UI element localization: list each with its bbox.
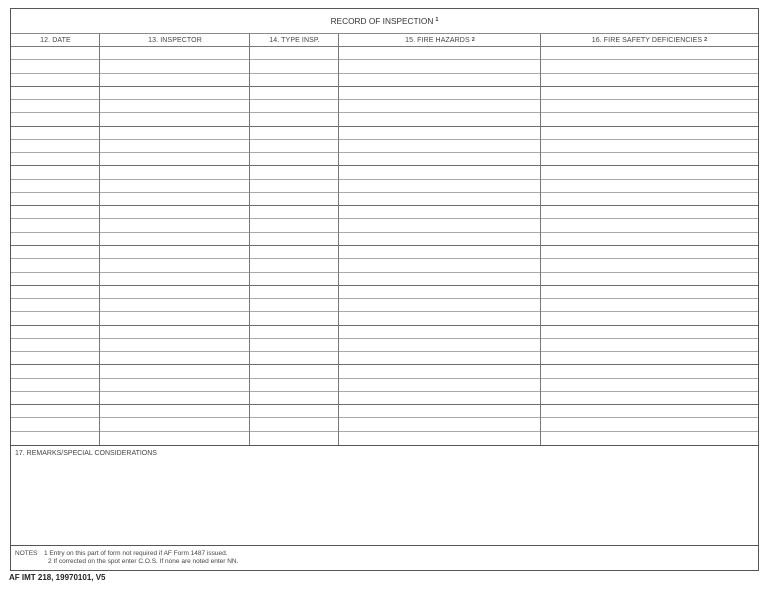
note-2: 2 If corrected on the spot enter C.O.S. If none are noted enter NN. [48,558,239,565]
column-header-fire-safety-deficiencies-label: 16. FIRE SAFETY DEFICIENCIES [591,37,703,44]
table-row [11,365,758,378]
cell-fire-hazards[interactable] [339,432,541,445]
table-row [11,113,758,126]
table-row [11,326,758,339]
cell-fire-hazards[interactable] [339,87,541,99]
column-header-type-insp [250,34,339,47]
form-title [11,9,758,34]
cell-fire-safety-deficiencies[interactable] [541,339,758,351]
cell-inspector[interactable] [100,246,250,258]
cell-date[interactable] [11,233,100,245]
cell-date[interactable] [11,193,100,205]
cell-inspector[interactable] [100,432,250,445]
cell-inspector[interactable] [100,326,250,338]
column-header-fire-hazards [339,34,541,47]
cell-fire-hazards[interactable] [339,206,541,218]
cell-inspector[interactable] [100,339,250,351]
table-row [11,47,758,60]
column-divider [99,34,100,445]
table-row [11,219,758,232]
remarks-label: 17. REMARKS/SPECIAL CONSIDERATIONS [15,450,157,457]
cell-type-insp[interactable] [250,379,339,391]
cell-date[interactable] [11,100,100,112]
column-header-type-insp-label: 14. TYPE INSP. [269,37,320,44]
cell-fire-hazards[interactable] [339,60,541,72]
table-row [11,339,758,352]
cell-date[interactable] [11,127,100,139]
table-row [11,392,758,405]
cell-fire-hazards[interactable] [339,74,541,86]
title-footnote-marker: 1 [435,17,439,23]
cell-date[interactable] [11,153,100,165]
cell-type-insp[interactable] [250,100,339,112]
table-row [11,259,758,272]
cell-type-insp[interactable] [250,392,339,404]
cell-type-insp[interactable] [250,47,339,59]
cell-type-insp[interactable] [250,352,339,364]
cell-fire-hazards[interactable] [339,153,541,165]
cell-fire-safety-deficiencies[interactable] [541,352,758,364]
cell-fire-hazards[interactable] [339,113,541,125]
table-row [11,405,758,418]
column-header-date-label: 12. DATE [40,37,71,44]
cell-fire-safety-deficiencies[interactable] [541,286,758,298]
cell-date[interactable] [11,312,100,324]
cell-date[interactable] [11,219,100,231]
cell-date[interactable] [11,166,100,178]
cell-date[interactable] [11,87,100,99]
cell-fire-hazards[interactable] [339,259,541,271]
table-row [11,286,758,299]
cell-inspector[interactable] [100,113,250,125]
column-header-fire-hazards-label: 15. FIRE HAZARDS [405,37,470,44]
cell-fire-hazards[interactable] [339,193,541,205]
cell-type-insp[interactable] [250,193,339,205]
cell-inspector[interactable] [100,365,250,377]
cell-fire-safety-deficiencies[interactable] [541,259,758,271]
cell-inspector[interactable] [100,166,250,178]
table-row [11,100,758,113]
table-row [11,432,758,445]
cell-fire-safety-deficiencies[interactable] [541,60,758,72]
cell-inspector[interactable] [100,259,250,271]
cell-fire-hazards[interactable] [339,286,541,298]
cell-fire-safety-deficiencies[interactable] [541,113,758,125]
table-row [11,273,758,286]
cell-fire-hazards[interactable] [339,418,541,430]
cell-inspector[interactable] [100,352,250,364]
cell-fire-safety-deficiencies[interactable] [541,392,758,404]
cell-fire-safety-deficiencies[interactable] [541,219,758,231]
cell-fire-safety-deficiencies[interactable] [541,127,758,139]
cell-type-insp[interactable] [250,312,339,324]
table-row [11,60,758,73]
cell-type-insp[interactable] [250,153,339,165]
table-row [11,166,758,179]
cell-date[interactable] [11,74,100,86]
cell-date[interactable] [11,246,100,258]
cell-fire-safety-deficiencies[interactable] [541,379,758,391]
cell-fire-hazards[interactable] [339,100,541,112]
cell-inspector[interactable] [100,312,250,324]
cell-fire-safety-deficiencies[interactable] [541,246,758,258]
cell-type-insp[interactable] [250,87,339,99]
cell-inspector[interactable] [100,418,250,430]
cell-type-insp[interactable] [250,365,339,377]
cell-fire-safety-deficiencies[interactable] [541,140,758,152]
note-1: 1 Entry on this part of form not required if AF Form 1487 issued. [44,550,228,557]
table-row [11,418,758,431]
cell-type-insp[interactable] [250,113,339,125]
form-title-text: RECORD OF INSPECTION [330,16,434,26]
cell-fire-hazards[interactable] [339,392,541,404]
cell-fire-safety-deficiencies[interactable] [541,312,758,324]
cell-type-insp[interactable] [250,60,339,72]
cell-type-insp[interactable] [250,326,339,338]
column-header-fire-safety-deficiencies [541,34,758,47]
cell-fire-hazards[interactable] [339,326,541,338]
cell-inspector[interactable] [100,219,250,231]
cell-inspector[interactable] [100,87,250,99]
cell-date[interactable] [11,286,100,298]
cell-inspector[interactable] [100,74,250,86]
notes-label: NOTES [15,550,38,557]
cell-fire-safety-deficiencies[interactable] [541,326,758,338]
cell-fire-safety-deficiencies[interactable] [541,233,758,245]
cell-type-insp[interactable] [250,206,339,218]
table-row [11,352,758,365]
table-row [11,246,758,259]
cell-inspector[interactable] [100,100,250,112]
cell-fire-hazards[interactable] [339,246,541,258]
cell-type-insp[interactable] [250,259,339,271]
cell-type-insp[interactable] [250,180,339,192]
cell-inspector[interactable] [100,392,250,404]
cell-inspector[interactable] [100,405,250,417]
table-body [11,47,758,445]
cell-type-insp[interactable] [250,405,339,417]
cell-date[interactable] [11,379,100,391]
cell-fire-hazards[interactable] [339,339,541,351]
table-header-row [11,34,758,47]
cell-date[interactable] [11,299,100,311]
cell-inspector[interactable] [100,180,250,192]
column-header-inspector [100,34,250,47]
cell-date[interactable] [11,259,100,271]
cell-date[interactable] [11,113,100,125]
cell-type-insp[interactable] [250,140,339,152]
cell-fire-hazards[interactable] [339,219,541,231]
remarks-section[interactable] [11,445,758,545]
cell-date[interactable] [11,392,100,404]
table-row [11,299,758,312]
cell-fire-hazards[interactable] [339,47,541,59]
cell-inspector[interactable] [100,47,250,59]
cell-inspector[interactable] [100,193,250,205]
table-row [11,153,758,166]
cell-fire-safety-deficiencies[interactable] [541,193,758,205]
cell-date[interactable] [11,365,100,377]
cell-date[interactable] [11,140,100,152]
cell-fire-hazards[interactable] [339,233,541,245]
cell-fire-hazards[interactable] [339,180,541,192]
cell-fire-hazards[interactable] [339,140,541,152]
cell-type-insp[interactable] [250,339,339,351]
cell-fire-hazards[interactable] [339,379,541,391]
cell-inspector[interactable] [100,273,250,285]
cell-fire-safety-deficiencies[interactable] [541,180,758,192]
column-header-inspector-label: 13. INSPECTOR [148,37,202,44]
footnote-marker: 2 [471,36,475,43]
cell-date[interactable] [11,432,100,445]
column-header-date [11,34,100,47]
cell-type-insp[interactable] [250,273,339,285]
cell-fire-hazards[interactable] [339,299,541,311]
cell-type-insp[interactable] [250,166,339,178]
cell-type-insp[interactable] [250,286,339,298]
cell-inspector[interactable] [100,153,250,165]
record-of-inspection-form [10,8,759,571]
cell-type-insp[interactable] [250,233,339,245]
table-row [11,206,758,219]
cell-fire-safety-deficiencies[interactable] [541,418,758,430]
cell-date[interactable] [11,273,100,285]
cell-date[interactable] [11,326,100,338]
table-row [11,193,758,206]
cell-type-insp[interactable] [250,432,339,445]
cell-fire-hazards[interactable] [339,273,541,285]
cell-type-insp[interactable] [250,127,339,139]
cell-fire-safety-deficiencies[interactable] [541,273,758,285]
cell-date[interactable] [11,47,100,59]
column-divider [249,34,250,445]
notes-section [11,545,758,571]
cell-inspector[interactable] [100,379,250,391]
table-row [11,87,758,100]
cell-fire-safety-deficiencies[interactable] [541,153,758,165]
cell-inspector[interactable] [100,60,250,72]
cell-fire-hazards[interactable] [339,365,541,377]
cell-fire-hazards[interactable] [339,405,541,417]
cell-fire-safety-deficiencies[interactable] [541,87,758,99]
column-divider [338,34,339,445]
form-identifier: AF IMT 218, 19970101, V5 [9,573,106,582]
cell-type-insp[interactable] [250,418,339,430]
cell-date[interactable] [11,60,100,72]
cell-fire-safety-deficiencies[interactable] [541,299,758,311]
cell-date[interactable] [11,405,100,417]
cell-fire-safety-deficiencies[interactable] [541,432,758,445]
table-row [11,233,758,246]
cell-fire-safety-deficiencies[interactable] [541,166,758,178]
cell-fire-hazards[interactable] [339,312,541,324]
cell-fire-safety-deficiencies[interactable] [541,206,758,218]
cell-date[interactable] [11,352,100,364]
table-row [11,127,758,140]
footnote-marker: 2 [704,36,708,43]
cell-fire-safety-deficiencies[interactable] [541,405,758,417]
cell-date[interactable] [11,206,100,218]
cell-fire-safety-deficiencies[interactable] [541,47,758,59]
cell-inspector[interactable] [100,233,250,245]
cell-fire-hazards[interactable] [339,127,541,139]
cell-fire-hazards[interactable] [339,352,541,364]
column-divider [540,34,541,445]
cell-type-insp[interactable] [250,246,339,258]
table-row [11,180,758,193]
cell-inspector[interactable] [100,286,250,298]
table-row [11,140,758,153]
table-row [11,379,758,392]
cell-fire-safety-deficiencies[interactable] [541,365,758,377]
cell-inspector[interactable] [100,206,250,218]
cell-inspector[interactable] [100,127,250,139]
table-row [11,74,758,87]
cell-fire-safety-deficiencies[interactable] [541,100,758,112]
cell-inspector[interactable] [100,140,250,152]
cell-fire-safety-deficiencies[interactable] [541,74,758,86]
cell-type-insp[interactable] [250,219,339,231]
cell-date[interactable] [11,339,100,351]
cell-inspector[interactable] [100,299,250,311]
inspection-table [11,34,758,445]
cell-type-insp[interactable] [250,74,339,86]
cell-type-insp[interactable] [250,299,339,311]
cell-date[interactable] [11,180,100,192]
cell-fire-hazards[interactable] [339,166,541,178]
cell-date[interactable] [11,418,100,430]
table-row [11,312,758,325]
